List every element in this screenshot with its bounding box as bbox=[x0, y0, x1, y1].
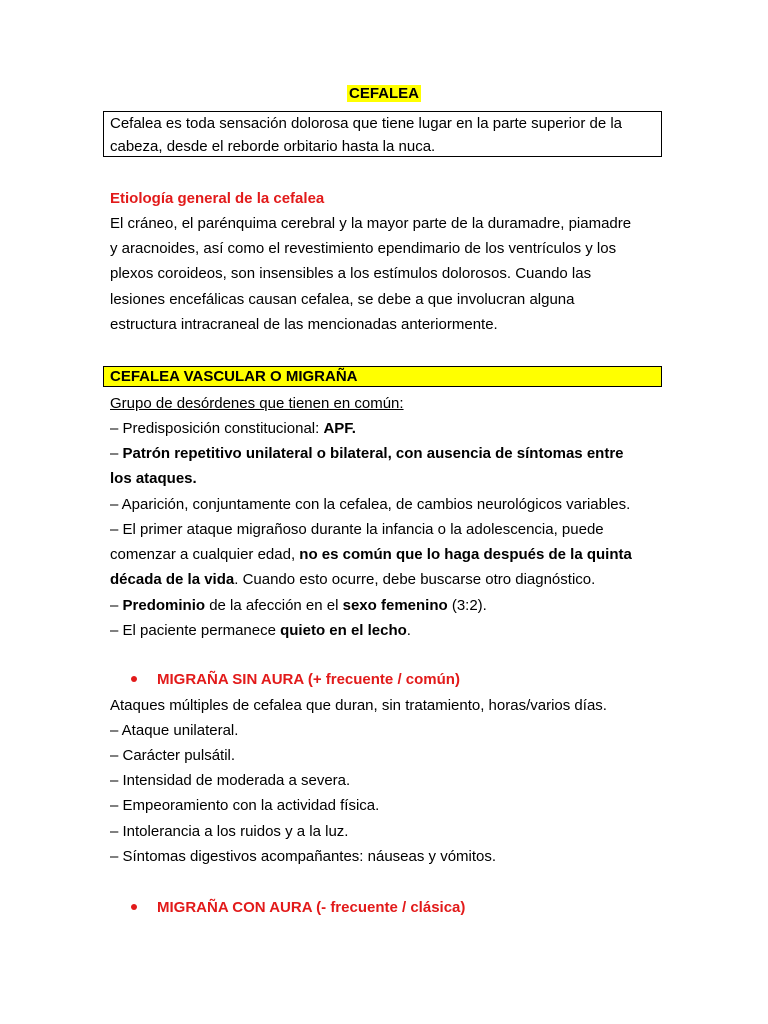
without-aura-item: – Intolerancia a los ruidos y a la luz. bbox=[110, 823, 349, 840]
without-aura-item: – Empeoramiento con la actividad física. bbox=[110, 797, 380, 814]
migraine-appearance: – Aparición, conjuntamente con la cefalea, de cambios neurológicos variables. bbox=[110, 496, 631, 513]
etiology-line-5: estructura intracraneal de las mencionadas anteriormente. bbox=[110, 316, 498, 333]
definition-line-1: Cefalea es toda sensación dolorosa que tiene lugar en la parte superior de la bbox=[110, 115, 623, 132]
without-aura-item: – Ataque unilateral. bbox=[110, 722, 239, 739]
migraine-heading: CEFALEA VASCULAR O MIGRAÑA bbox=[110, 368, 358, 385]
etiology-line-2: y aracnoides, así como el revestimiento ependimario de los ventrículos y los bbox=[110, 240, 617, 257]
etiology-line-1: El cráneo, el parénquima cerebral y la mayor parte de la duramadre, piamadre bbox=[110, 215, 632, 232]
etiology-line-4: lesiones encefálicas causan cefalea, se debe a que involucran alguna bbox=[110, 291, 575, 308]
migraine-pattern-2: los ataques. bbox=[110, 470, 197, 487]
without-aura-item: – Intensidad de moderada a severa. bbox=[110, 772, 351, 789]
migraine-heading-box bbox=[103, 366, 662, 387]
etiology-line-3: plexos coroideos, son insensibles a los estímulos dolorosos. Cuando las bbox=[110, 265, 592, 282]
without-aura-heading: MIGRAÑA SIN AURA (+ frecuente / común) bbox=[157, 671, 460, 688]
without-aura-intro: Ataques múltiples de cefalea que duran, sin tratamiento, horas/varios días. bbox=[110, 697, 607, 714]
with-aura-heading: MIGRAÑA CON AURA (- frecuente / clásica) bbox=[157, 899, 466, 916]
without-aura-item: – Síntomas digestivos acompañantes: náuseas y vómitos. bbox=[110, 848, 497, 865]
migraine-intro: Grupo de desórdenes que tienen en común: bbox=[110, 395, 404, 412]
etiology-heading: Etiología general de la cefalea bbox=[110, 190, 325, 207]
migraine-pattern-1: – Patrón repetitivo unilateral o bilateral, con ausencia de síntomas entre bbox=[110, 445, 624, 462]
migraine-first-attack-2: comenzar a cualquier edad, no es común que lo haga después de la quinta bbox=[110, 546, 632, 563]
page-title: CEFALEA bbox=[348, 85, 419, 102]
bullet-icon bbox=[131, 676, 137, 682]
definition-line-2: cabeza, desde el reborde orbitario hasta la nuca. bbox=[110, 138, 436, 155]
definition-box bbox=[103, 111, 662, 157]
migraine-first-attack-3: década de la vida. Cuando esto ocurre, debe buscarse otro diagnóstico. bbox=[110, 571, 596, 588]
migraine-quiet: – El paciente permanece quieto en el lecho. bbox=[110, 622, 411, 639]
migraine-predominance: – Predominio de la afección en el sexo femenino (3:2). bbox=[110, 597, 487, 614]
without-aura-item: – Carácter pulsátil. bbox=[110, 747, 236, 764]
migraine-first-attack-1: – El primer ataque migrañoso durante la infancia o la adolescencia, puede bbox=[110, 521, 604, 538]
bullet-icon bbox=[131, 904, 137, 910]
migraine-apf: – Predisposición constitucional: APF. bbox=[110, 420, 356, 437]
